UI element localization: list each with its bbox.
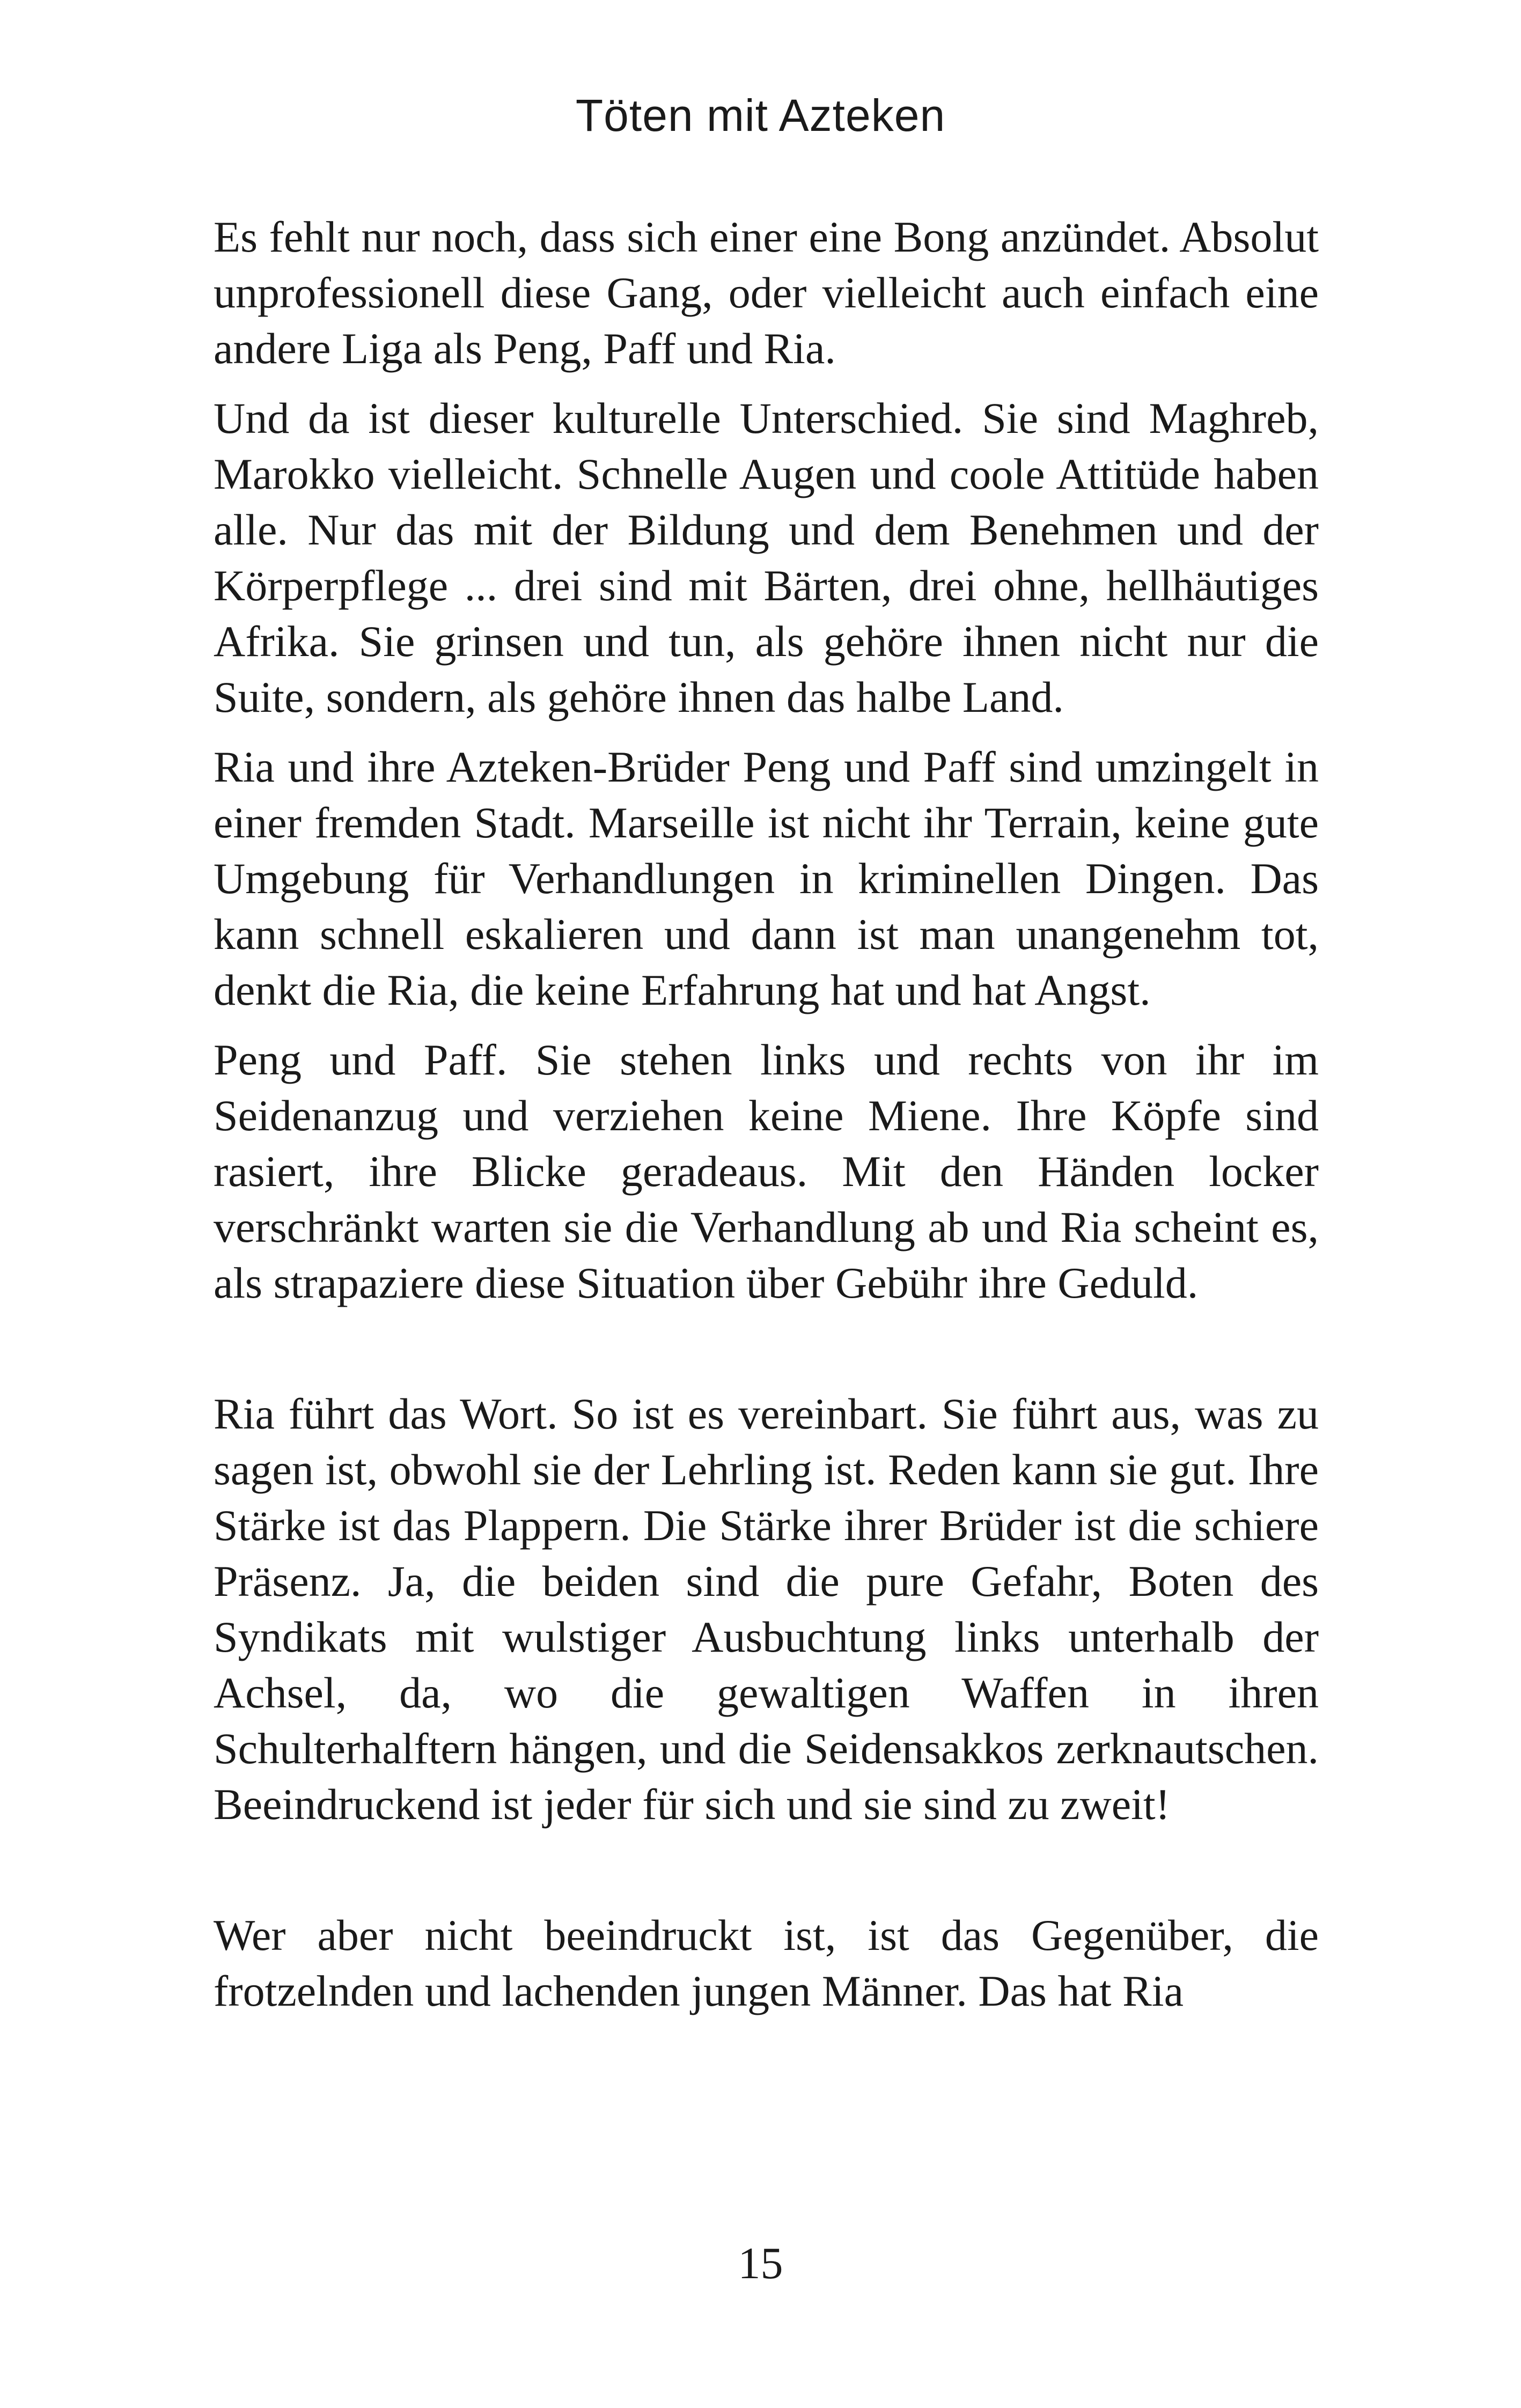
running-header: Töten mit Azteken (575, 90, 946, 141)
body-text (214, 209, 1319, 2033)
paragraph: Und da ist dieser kulturelle Unterschied. Sie sind Maghreb, Marokko vielleicht. Schnelle Augen und coole Attitüde haben alle. Nur das mit der Bildung und dem Benehmen und der Körperpflege ... drei sind mit Bärten, drei ohne, hellhäutiges Afrika. Sie grinsen und tun, als gehöre ihnen nicht nur die Suite, sondern, als gehöre ihnen das halbe Land. (214, 394, 1319, 721)
page-number: 15 (738, 2238, 783, 2288)
paragraph: Wer aber nicht beeindruckt ist, ist das Gegenüber, die frotzelnden und lachenden jungen Männer. Das hat Ria (214, 1911, 1319, 2015)
paragraph: Ria führt das Wort. So ist es vereinbart. Sie führt aus, was zu sagen ist, obwohl sie der Lehrling ist. Reden kann sie gut. Ihre Stärke ist das Plappern. Die Stärke ihrer Brüder ist die schiere Präsenz. Ja, die beiden sind die pure Gefahr, Boten des Syndikats mit wulstiger Ausbuchtung links unterhalb der Achsel, da, wo die gewaltigen Waffen in ihren Schulterhalftern hängen, und die Seidensakkos zerknautschen. Beeindruckend ist jeder für sich und sie sind zu zweit! (214, 1389, 1319, 1829)
paragraph: Ria und ihre Azteken-Brüder Peng und Paff sind umzingelt in einer fremden Stadt. Marseille ist nicht ihr Terrain, keine gute Umgebung für Verhandlungen in kriminellen Dingen. Das kann schnell eskalieren und dann ist man unangenehm tot, denkt die Ria, die keine Erfahrung hat und hat Angst. (214, 742, 1319, 1014)
paragraph: Peng und Paff. Sie stehen links und rechts von ihr im Seidenanzug und verziehen keine Miene. Ihre Köpfe sind rasiert, ihre Blicke geradeaus. Mit den Händen locker verschränkt warten sie die Verhandlung ab und Ria scheint es, als strapaziere diese Situation über Gebühr ihre Geduld. (214, 1035, 1319, 1307)
paragraph: Es fehlt nur noch, dass sich einer eine Bong anzündet. Absolut unprofessionell diese Gang, oder vielleicht auch einfach eine andere Liga als Peng, Paff und Ria. (214, 212, 1319, 373)
